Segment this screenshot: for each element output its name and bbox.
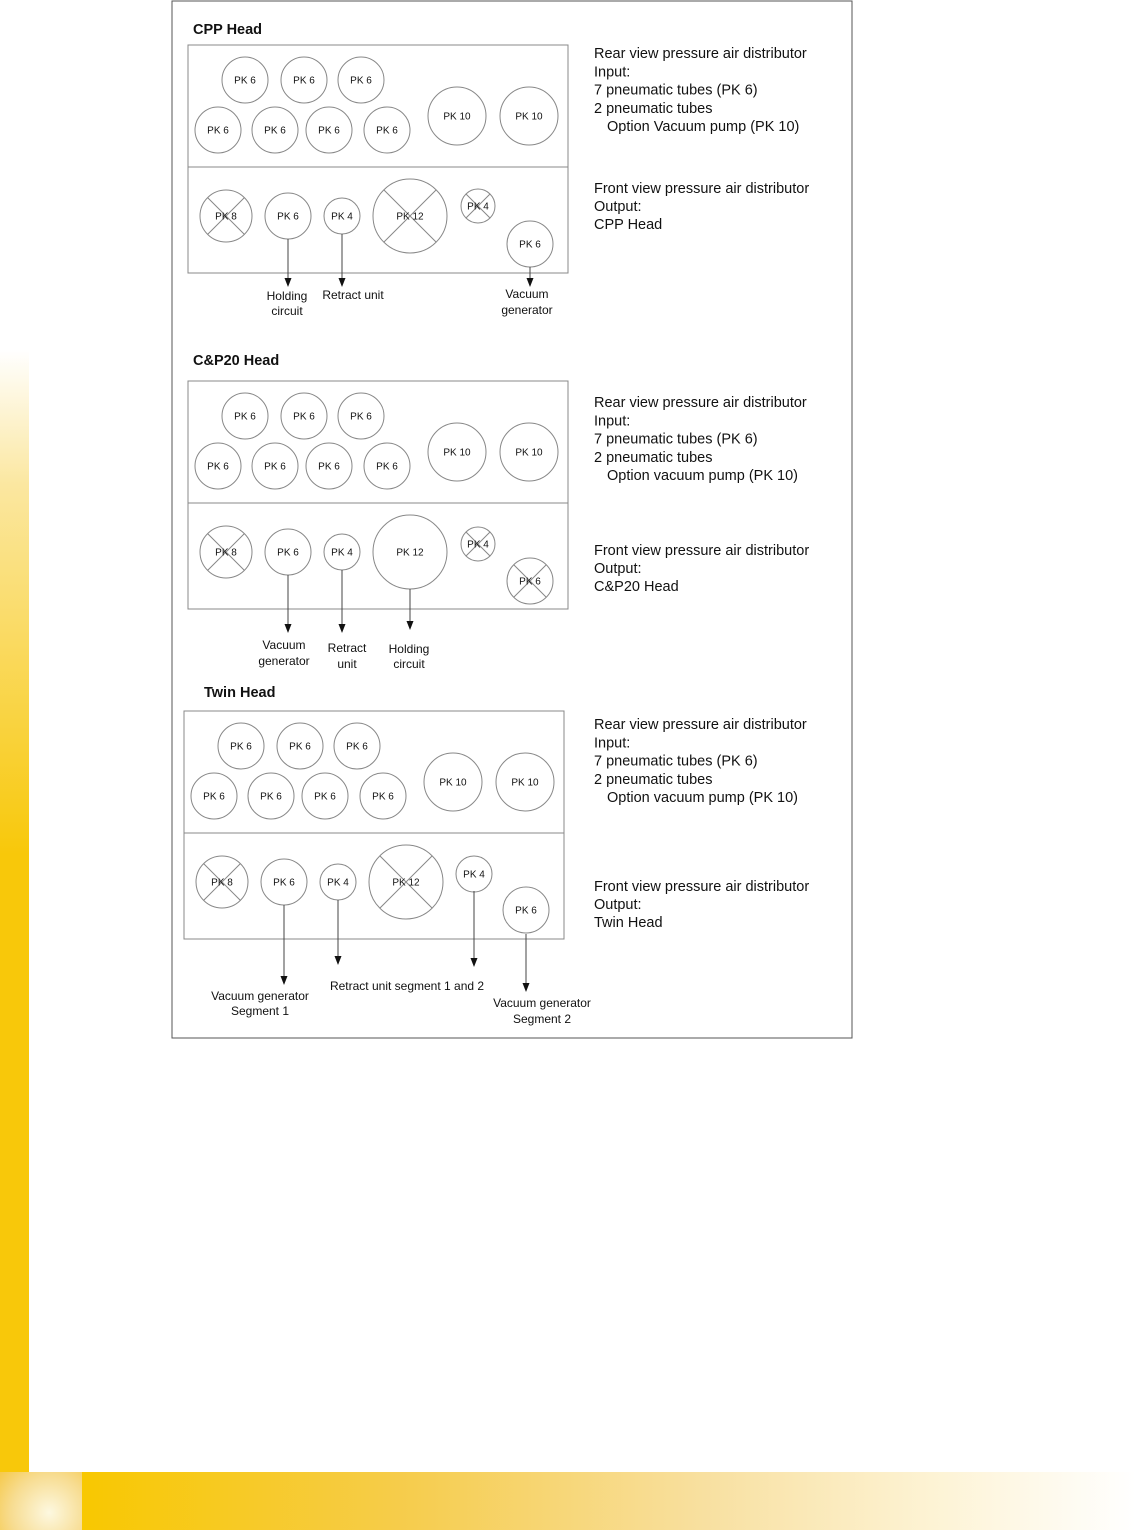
port-label: PK 10 [515, 447, 543, 459]
port-label: PK 6 [515, 905, 537, 917]
arrowhead-icon [281, 976, 288, 985]
rear-port [281, 57, 327, 103]
rear-view-description: Rear view pressure air distributor [594, 46, 807, 62]
rear-port [428, 87, 486, 145]
rear-port [281, 393, 327, 439]
arrowhead-icon [335, 956, 342, 965]
rear-port [222, 393, 268, 439]
rear-view-description: Rear view pressure air distributor [594, 717, 807, 733]
rear-port [252, 443, 298, 489]
rear-port [338, 57, 384, 103]
output-label: generator [258, 654, 310, 668]
front-port [373, 515, 447, 589]
port-label: PK 6 [376, 461, 398, 473]
rear-port [496, 753, 554, 811]
front-port [265, 193, 311, 239]
front-view-description: Output: [594, 199, 642, 215]
section-2 [184, 685, 809, 1026]
port-label: PK 6 [318, 461, 340, 473]
rear-port [195, 107, 241, 153]
front-port [503, 887, 549, 933]
front-port [461, 189, 495, 223]
port-label: PK 6 [293, 75, 315, 87]
port-label: PK 6 [376, 125, 398, 137]
rear-port [277, 723, 323, 769]
port-label: PK 6 [277, 547, 299, 559]
port-label: PK 6 [207, 125, 229, 137]
port-label: PK 6 [277, 211, 299, 223]
output-arrow [281, 905, 288, 985]
port-label: PK 6 [264, 461, 286, 473]
rear-port [364, 443, 410, 489]
arrowhead-icon [285, 278, 292, 287]
arrowhead-icon [471, 958, 478, 967]
port-label: PK 10 [511, 777, 539, 789]
section-0 [188, 22, 809, 318]
output-arrow [471, 891, 478, 967]
rear-view-description: 2 pneumatic tubes [594, 771, 713, 788]
port-label: PK 12 [396, 211, 424, 223]
output-label: unit [337, 657, 357, 671]
front-view-description: Front view pressure air distributor [594, 543, 810, 559]
arrowhead-icon [285, 624, 292, 633]
rear-port [191, 773, 237, 819]
arrowhead-icon [527, 278, 534, 287]
rear-port [364, 107, 410, 153]
port-label: PK 6 [314, 791, 336, 803]
port-label: PK 6 [264, 125, 286, 137]
output-label: Retract [327, 641, 367, 655]
rear-port [302, 773, 348, 819]
rear-view-description: Option vacuum pump (PK 10) [607, 790, 799, 807]
port-label: PK 12 [392, 877, 420, 889]
port-label: PK 6 [350, 75, 372, 87]
port-label: PK 10 [439, 777, 467, 789]
port-label: PK 10 [515, 111, 543, 123]
rear-view-description: Input: [594, 735, 631, 752]
rear-port [195, 443, 241, 489]
rear-view-description: Rear view pressure air distributor [594, 395, 807, 411]
rear-view-description: 2 pneumatic tubes [594, 100, 713, 117]
rear-view-description: 2 pneumatic tubes [594, 449, 713, 466]
rear-port [252, 107, 298, 153]
output-label: circuit [393, 657, 425, 671]
rear-port [306, 107, 352, 153]
port-label: PK 8 [215, 547, 237, 559]
rear-port [248, 773, 294, 819]
front-port [200, 526, 252, 578]
rear-port [428, 423, 486, 481]
rear-port [334, 723, 380, 769]
front-view-description: C&P20 Head [594, 579, 679, 595]
rear-view-description: 7 pneumatic tubes (PK 6) [594, 82, 758, 99]
front-port [320, 864, 356, 900]
output-label: generator [501, 303, 553, 317]
port-label: PK 4 [327, 877, 349, 889]
rear-port [306, 443, 352, 489]
port-label: PK 12 [396, 547, 424, 559]
port-label: PK 4 [467, 539, 489, 551]
port-label: PK 6 [207, 461, 229, 473]
front-port [324, 534, 360, 570]
rear-view-description: Input: [594, 64, 631, 81]
port-label: PK 6 [230, 741, 252, 753]
front-port [507, 558, 553, 604]
rear-port [500, 423, 558, 481]
port-label: PK 6 [293, 411, 315, 423]
port-label: PK 6 [203, 791, 225, 803]
section-1 [188, 353, 809, 671]
port-label: PK 6 [260, 791, 282, 803]
front-port [461, 527, 495, 561]
rear-port [424, 753, 482, 811]
rear-port [338, 393, 384, 439]
front-port [265, 529, 311, 575]
port-label: PK 6 [318, 125, 340, 137]
front-port [507, 221, 553, 267]
rear-port [360, 773, 406, 819]
output-label: Holding [388, 642, 430, 656]
front-view-description: Output: [594, 897, 642, 913]
front-port [261, 859, 307, 905]
output-arrow [285, 239, 292, 287]
port-label: PK 8 [211, 877, 233, 889]
output-arrow [335, 900, 342, 965]
port-label: PK 10 [443, 447, 471, 459]
section-title: Twin Head [204, 685, 276, 701]
port-label: PK 6 [350, 411, 372, 423]
port-label: PK 4 [463, 869, 485, 881]
front-view-description: Twin Head [594, 915, 663, 931]
output-label: Retract unit [322, 288, 384, 302]
output-label: Retract unit segment 1 and 2 [329, 979, 485, 993]
front-view-description: Front view pressure air distributor [594, 181, 810, 197]
output-label: Segment 2 [512, 1012, 572, 1026]
arrowhead-icon [339, 624, 346, 633]
front-port [200, 190, 252, 242]
output-arrow [527, 267, 534, 287]
port-label: PK 6 [234, 411, 256, 423]
port-label: PK 6 [289, 741, 311, 753]
section-title: C&P20 Head [193, 353, 280, 369]
output-arrow [339, 570, 346, 633]
output-label: Holding [266, 289, 308, 303]
rear-port [500, 87, 558, 145]
port-label: PK 8 [215, 211, 237, 223]
port-label: PK 4 [331, 547, 353, 559]
rear-port [218, 723, 264, 769]
output-label: Vacuum generator [493, 996, 591, 1010]
port-label: PK 6 [519, 576, 541, 588]
front-port [373, 179, 447, 253]
output-label: circuit [271, 304, 303, 318]
port-label: PK 6 [346, 741, 368, 753]
output-arrow [339, 234, 346, 287]
front-port [456, 856, 492, 892]
front-view-description: CPP Head [594, 217, 663, 233]
front-port [369, 845, 443, 919]
rear-port [222, 57, 268, 103]
output-arrow [523, 934, 530, 992]
arrowhead-icon [523, 983, 530, 992]
output-label: Vacuum [505, 287, 549, 301]
front-view-description: Output: [594, 561, 642, 577]
port-label: PK 6 [372, 791, 394, 803]
port-label: PK 6 [234, 75, 256, 87]
port-label: PK 10 [443, 111, 471, 123]
port-label: PK 6 [519, 239, 541, 251]
port-label: PK 4 [467, 201, 489, 213]
output-label: Vacuum generator [211, 989, 309, 1003]
rear-view-description: Option vacuum pump (PK 10) [607, 468, 799, 485]
rear-view-description: Option Vacuum pump (PK 10) [607, 119, 800, 136]
port-label: PK 6 [273, 877, 295, 889]
arrowhead-icon [339, 278, 346, 287]
rear-view-description: 7 pneumatic tubes (PK 6) [594, 431, 758, 448]
output-arrow [285, 575, 292, 633]
output-label: Segment 1 [230, 1004, 290, 1018]
front-port [196, 856, 248, 908]
front-view-description: Front view pressure air distributor [594, 879, 810, 895]
rear-view-description: 7 pneumatic tubes (PK 6) [594, 753, 758, 770]
section-title: CPP Head [193, 22, 263, 38]
rear-view-description: Input: [594, 413, 631, 430]
front-port [324, 198, 360, 234]
output-label: Vacuum [262, 638, 306, 652]
port-label: PK 4 [331, 211, 353, 223]
arrowhead-icon [407, 621, 414, 630]
